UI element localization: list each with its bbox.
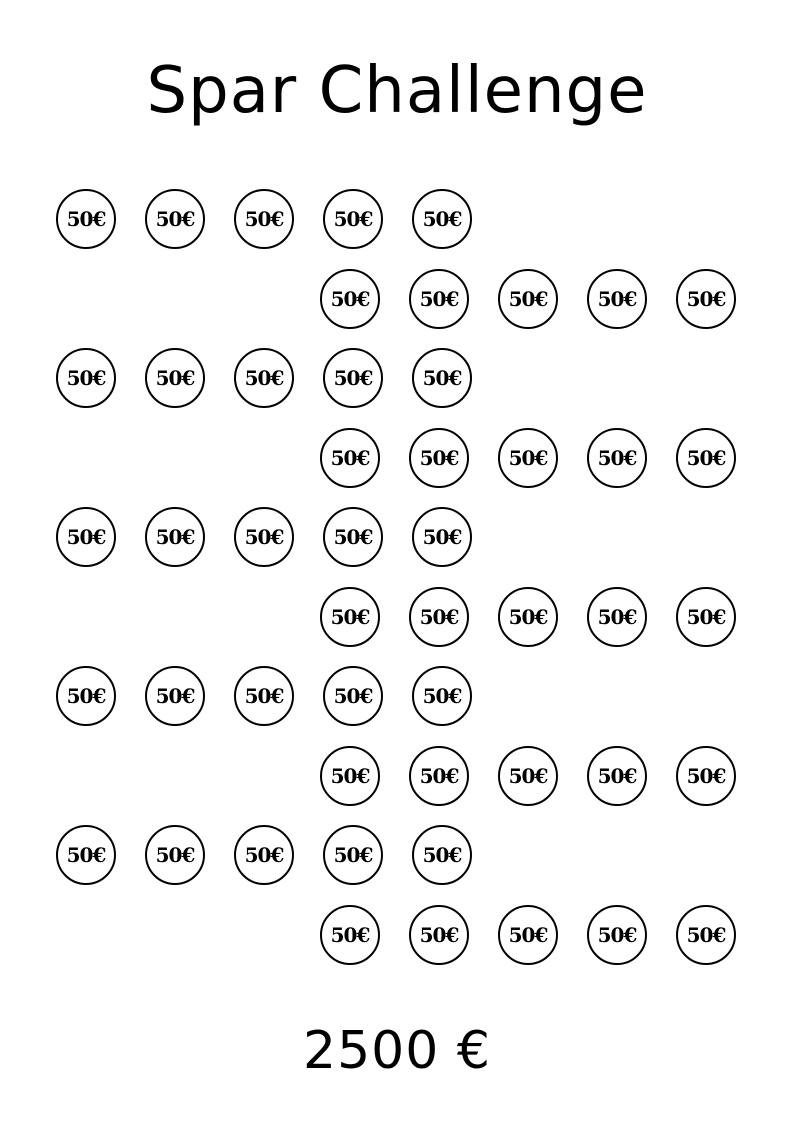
coin-amount-label: 50€ — [597, 287, 637, 311]
coin-amount-label: 50€ — [686, 764, 726, 788]
savings-coin[interactable] — [145, 348, 205, 408]
savings-coin[interactable] — [145, 507, 205, 567]
coin-amount-label: 50€ — [686, 446, 726, 470]
coin-amount-label: 50€ — [155, 684, 195, 708]
total-amount: 2500 € — [303, 1021, 491, 1081]
savings-coin[interactable] — [676, 587, 736, 647]
savings-coin[interactable] — [323, 666, 383, 726]
coin-amount-label: 50€ — [597, 446, 637, 470]
coin-amount-label: 50€ — [244, 684, 284, 708]
savings-coin[interactable] — [587, 428, 647, 488]
savings-coin[interactable] — [320, 905, 380, 965]
savings-coin[interactable] — [587, 269, 647, 329]
coin-amount-label: 50€ — [422, 525, 462, 549]
savings-coin[interactable] — [409, 269, 469, 329]
savings-coin[interactable] — [498, 587, 558, 647]
coin-amount-label: 50€ — [66, 684, 106, 708]
coin-amount-label: 50€ — [419, 287, 459, 311]
coin-amount-label: 50€ — [508, 287, 548, 311]
coin-amount-label: 50€ — [155, 207, 195, 231]
savings-coin[interactable] — [56, 348, 116, 408]
coin-amount-label: 50€ — [508, 605, 548, 629]
savings-coin[interactable] — [412, 189, 472, 249]
savings-coin[interactable] — [145, 666, 205, 726]
savings-coin[interactable] — [323, 189, 383, 249]
savings-coin[interactable] — [234, 189, 294, 249]
savings-coin[interactable] — [676, 428, 736, 488]
savings-coin[interactable] — [587, 587, 647, 647]
savings-coin[interactable] — [323, 507, 383, 567]
savings-coin[interactable] — [498, 428, 558, 488]
coin-amount-label: 50€ — [155, 366, 195, 390]
coin-amount-label: 50€ — [333, 366, 373, 390]
coin-amount-label: 50€ — [422, 843, 462, 867]
coin-amount-label: 50€ — [422, 684, 462, 708]
coin-amount-label: 50€ — [330, 287, 370, 311]
coin-amount-label: 50€ — [419, 605, 459, 629]
savings-coin[interactable] — [234, 507, 294, 567]
coin-amount-label: 50€ — [333, 684, 373, 708]
coin-amount-label: 50€ — [597, 923, 637, 947]
coin-amount-label: 50€ — [244, 207, 284, 231]
savings-coin[interactable] — [409, 428, 469, 488]
coin-amount-label: 50€ — [244, 366, 284, 390]
savings-coin[interactable] — [320, 587, 380, 647]
savings-coin[interactable] — [587, 746, 647, 806]
coin-amount-label: 50€ — [66, 366, 106, 390]
coin-amount-label: 50€ — [66, 525, 106, 549]
coin-amount-label: 50€ — [330, 446, 370, 470]
coin-amount-label: 50€ — [155, 843, 195, 867]
savings-coin[interactable] — [56, 666, 116, 726]
coin-amount-label: 50€ — [330, 764, 370, 788]
coin-amount-label: 50€ — [155, 525, 195, 549]
savings-coin[interactable] — [320, 746, 380, 806]
savings-coin[interactable] — [412, 825, 472, 885]
coin-amount-label: 50€ — [686, 923, 726, 947]
savings-coin[interactable] — [56, 507, 116, 567]
page-title: Spar Challenge — [146, 54, 648, 128]
coin-amount-label: 50€ — [422, 366, 462, 390]
savings-coin[interactable] — [234, 666, 294, 726]
coin-amount-label: 50€ — [686, 605, 726, 629]
savings-coin[interactable] — [676, 269, 736, 329]
coin-amount-label: 50€ — [422, 207, 462, 231]
savings-coin[interactable] — [412, 507, 472, 567]
coin-amount-label: 50€ — [508, 446, 548, 470]
savings-coin[interactable] — [56, 825, 116, 885]
savings-coin[interactable] — [320, 428, 380, 488]
savings-coin[interactable] — [498, 746, 558, 806]
savings-coin[interactable] — [234, 348, 294, 408]
coin-amount-label: 50€ — [508, 764, 548, 788]
savings-coin[interactable] — [323, 825, 383, 885]
coin-amount-label: 50€ — [419, 923, 459, 947]
coin-amount-label: 50€ — [597, 605, 637, 629]
savings-coin[interactable] — [320, 269, 380, 329]
coin-amount-label: 50€ — [244, 843, 284, 867]
coin-amount-label: 50€ — [333, 525, 373, 549]
coin-amount-label: 50€ — [330, 923, 370, 947]
savings-coin[interactable] — [409, 746, 469, 806]
coin-amount-label: 50€ — [66, 843, 106, 867]
coin-amount-label: 50€ — [66, 207, 106, 231]
coin-amount-label: 50€ — [419, 764, 459, 788]
savings-coin[interactable] — [676, 905, 736, 965]
coin-amount-label: 50€ — [244, 525, 284, 549]
savings-coin[interactable] — [676, 746, 736, 806]
coin-amount-label: 50€ — [419, 446, 459, 470]
savings-coin[interactable] — [412, 666, 472, 726]
coin-amount-label: 50€ — [508, 923, 548, 947]
savings-coin[interactable] — [145, 825, 205, 885]
coin-amount-label: 50€ — [333, 207, 373, 231]
savings-coin[interactable] — [56, 189, 116, 249]
savings-coin[interactable] — [587, 905, 647, 965]
coin-amount-label: 50€ — [597, 764, 637, 788]
savings-coin[interactable] — [234, 825, 294, 885]
savings-coin[interactable] — [412, 348, 472, 408]
savings-coin[interactable] — [145, 189, 205, 249]
coin-amount-label: 50€ — [686, 287, 726, 311]
savings-coin[interactable] — [498, 905, 558, 965]
savings-coin[interactable] — [323, 348, 383, 408]
coin-amount-label: 50€ — [333, 843, 373, 867]
coin-amount-label: 50€ — [330, 605, 370, 629]
savings-coin[interactable] — [498, 269, 558, 329]
savings-coin[interactable] — [409, 905, 469, 965]
savings-coin[interactable] — [409, 587, 469, 647]
